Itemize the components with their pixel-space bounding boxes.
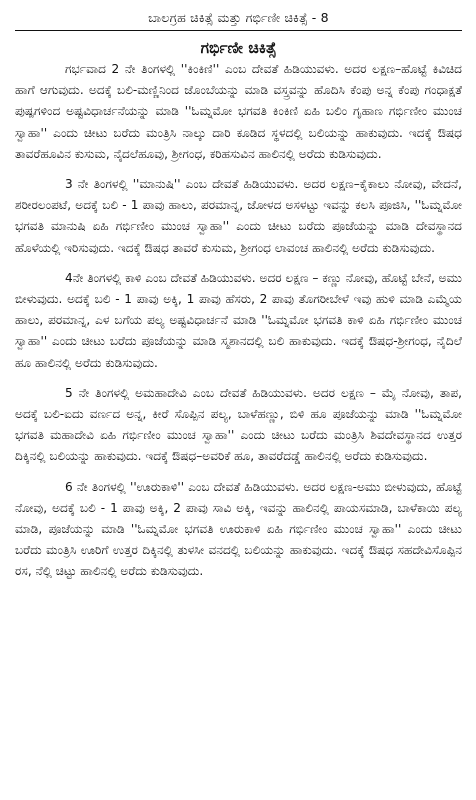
paragraph-text: 4ನೇ ತಿಂಗಳಲ್ಲಿ ಕಾಳಿ ಎಂಬ ದೇವತೆ ಹಿಡಿಯುವಳು. ಅದರ ಲಕ್ಷಣ – ಕಣ್ಣು ನೋವು, ಹೊಟ್ಟೆ ಬೇನೆ, ಅಮು ಬೀಳುವುದು. ಅದಕ್ಕೆ ಬಲಿ - 1 ಪಾವು ಅಕ್ಕಿ, 1 ಪಾವು ಹೆಸರು, 2 ಪಾವು ತೊಗರೀಬೇಳೆ ಇವು ಹುಳಿ ಮಾಡಿ ಎಮ್ಮೆಯ ಹಾಲು, ಪರಮಾನ್ನ, ಎಳ ಬಗೆಯ ಪಲ್ಯ ಅಷ್ಟವಿಧಾರ್ಚನೆ ಮಾಡಿ ''ಓಮ್ನಮೋ ಭಗವತಿ ಕಾಳಿ ಏಹಿ ಗರ್ಭಿಣೀಂ ಮುಂಚ ಸ್ವಾಹಾ'' ಎಂದು ಚೀಟು ಬರೆದು ಪೂಜೆಯನ್ನು ಮಾಡಿ ಸ್ಮಶಾನದಲ್ಲಿ ಬಲಿ ಹಾಕುವುದು. ಇದಕ್ಕೆ ಔಷಧ-ಶ್ರೀಗಂಧ, ನೈದಿಲೆ ಹೂ ಹಾಲಿನಲ್ಲಿ ಅರೆದು ಕುಡಿಸುವುದು. [15, 270, 462, 370]
paragraph-month-6 [15, 477, 462, 583]
paragraph-text: 3 ನೇ ತಿಂಗಳಲ್ಲಿ ''ಮಾನುಷಿ'' ಎಂಬ ದೇವತೆ ಹಿಡಿಯುವಳು. ಅದರ ಲಕ್ಷಣ–ಕೈಕಾಲು ನೋವು, ವೇದನೆ, ಶರೀರಲಂಪಟೆ, ಅದಕ್ಕೆ ಬಲಿ - 1 ಪಾವು ಹಾಲು, ಪರಮಾನ್ನ, ಜೋಳದ ಅಸಳಟ್ಟು ಇವನ್ನು ಕಲಸಿ ಪೂಜಿಸಿ, ''ಓಮ್ನಮೋ ಭಗವತಿ ಮಾನುಷಿ ಏಹಿ ಗರ್ಭಿಣೀಂ ಮುಂಚ ಸ್ವಾಹಾ'' ಎಂದು ಚೀಟು ಬರೆದು ಪೂಜೆಯನ್ನು ಮಾಡಿ ದೇವಸ್ಥಾನದ ಹೊಳೆಯಲ್ಲಿ ಇರಿಸುವುದು. ಇದಕ್ಕೆ ಔಷಧ ತಾವರೆ ಕುಸುಮ, ಶ್ರೀಗಂಧ ಲಾವಂಚ ಹಾಲಿನಲ್ಲಿ ಅರೆದು ಕುಡಿಸುವುದು. [15, 177, 462, 255]
header-rule [15, 30, 462, 31]
paragraph-month-3 [15, 174, 462, 259]
paragraph-text: 5 ನೇ ತಿಂಗಳಲ್ಲಿ ಅಮಹಾದೇವಿ ಎಂಬ ದೇವತೆ ಹಿಡಿಯುವಳು. ಅದರ ಲಕ್ಷಣ – ಮೈ ನೋವು, ತಾಪ, ಅದಕ್ಕೆ ಬಲಿ-ಐದು ವರ್ಣದ ಅನ್ನ, ಕೀರೆ ಸೊಪ್ಪಿನ ಪಲ್ಯ, ಬಾಳೆಹಣ್ಣು, ಬಿಳಿ ಹೂ ಪೂಜೆಯನ್ನು ಮಾಡಿ ''ಓಮ್ನಮೋ ಭಗವತಿ ಮಹಾದೇವಿ ಏಹಿ ಗರ್ಭಿಣೀಂ ಮುಂಚ ಸ್ವಾಹಾ'' ಎಂದು ಚೀಟು ಬರೆದು ಮಂತ್ರಿಸಿ ಶಿವದೇವಸ್ಥಾನದ ಉತ್ತರ ದಿಕ್ಕಿನಲ್ಲಿ ಬಲಿಯನ್ನು ಹಾಕುವುದು. ಇದಕ್ಕೆ ಔಷಧ–ಅವರಿಕೆ ಹೂ, ತಾವರೆದಡ್ಡೆ ಹಾಲಿನಲ್ಲಿ ಅರೆದು ಕುಡಿಸುವುದು. [15, 385, 462, 464]
page-body [15, 59, 462, 583]
paragraph-text: ಗರ್ಭವಾದ 2 ನೇ ತಿಂಗಳಲ್ಲಿ ''ಕಿಂಕಿಣಿ'' ಎಂಬ ದೇವತೆ ಹಿಡಿಯುವಳು. ಅದರ ಲಕ್ಷಣ–ಹೊಟ್ಟೆ ಕಿವಿಚಿದ ಹಾಗೆ ಆಗುವುದು. ಅದಕ್ಕೆ ಬಲಿ-ಮಣ್ಣಿನಿಂದ ಜೊಂಬೆಯನ್ನು ಮಾಡಿ ವಸ್ತ್ರವನ್ನು ಹೊದಿಸಿ ಕೆಂಪು ಅನ್ನ ಕೆಂಪು ಗಂಧಾಕ್ಷತೆ ಪುಷ್ಪಗಳಿಂದ ಅಷ್ಟವಿಧಾರ್ಚನೆಯನ್ನು ಮಾಡಿ ''ಓಮ್ನಮೋ ಭಗವತಿ ಕಿಂಕಿಣಿ ಏಹಿ ಬಲಿಂ ಗೃಹಾಣ ಗರ್ಭಿಣೀಂ ಮುಂಚ ಸ್ವಾಹಾ'' ಎಂದು ಚೀಟು ಬರೆದು ಮಂತ್ರಿಸಿ ನಾಲ್ಕು ದಾರಿ ಕೂಡಿದ ಸ್ಥಳದಲ್ಲಿ ಬಲಿಯನ್ನು ಹಾಕುವುದು. ಇದಕ್ಕೆ ಔಷಧ ತಾವರೆಹೂವಿನ ಕುಸುಮ, ನೈದಲೆಹೂವು, ಶ್ರೀಗಂಧ, ಕರಿಹಸುವಿನ ಹಾಲಿನಲ್ಲಿ ಅರೆದು ಕುಡಿಸುವುದು. [15, 62, 462, 161]
paragraph-month-4 [15, 268, 462, 374]
section-title: ಗರ್ಭಿಣೀ ಚಿಕಿತ್ಸೆ [200, 39, 277, 57]
running-header: ಬಾಲಗ್ರಹ ಚಿಕಿತ್ಸೆ ಮತ್ತು ಗರ್ಭಿಣೀ ಚಿಕಿತ್ಸೆ - 8 [148, 10, 329, 25]
paragraph-month-2 [15, 59, 462, 165]
paragraph-text: 6 ನೇ ತಿಂಗಳಲ್ಲಿ ''ಊರುಕಾಳಿ'' ಎಂಬ ದೇವತೆ ಹಿಡಿಯುವಳು. ಅದರ ಲಕ್ಷಣ-ಅಮು ಬೀಳುವುದು, ಹೊಟ್ಟೆ ನೋವು, ಅದಕ್ಕೆ ಬಲಿ - 1 ಪಾವು ಅಕ್ಕಿ, 2 ಪಾವು ಸಾವಿ ಅಕ್ಕಿ, ಇವನ್ನು ಹಾಲಿನಲ್ಲಿ ಪಾಯಸಮಾಡಿ, ಬಾಳೆಕಾಯಿ ಪಲ್ಯ ಮಾಡಿ, ಪೂಜೆಯನ್ನು ಮಾಡಿ ''ಓಮ್ನಮೋ ಭಗವತಿ ಊರುಕಾಳಿ ಏಹಿ ಗರ್ಭಿಣೀಂ ಮುಂಚ ಸ್ವಾಹಾ'' ಎಂದು ಚೀಟು ಬರೆದು ಮಂತ್ರಿಸಿ ಊರಿಗೆ ಉತ್ತರ ದಿಕ್ಕಿನಲ್ಲಿ ತುಳಸೀ ವನದಲ್ಲಿ ಬಲಿಯನ್ನು ಹಾಕುವುದು. ಇದಕ್ಕೆ ಔಷಧ ಸಹದೇವಿಸೊಪ್ಪಿನ ರಸ, ನೆಲ್ಲಿ ಚಿಟ್ಟು ಹಾಲಿನಲ್ಲಿ ಅರೆದು ಕುಡಿಸುವುದು. [15, 479, 462, 579]
paragraph-month-5 [15, 383, 462, 468]
